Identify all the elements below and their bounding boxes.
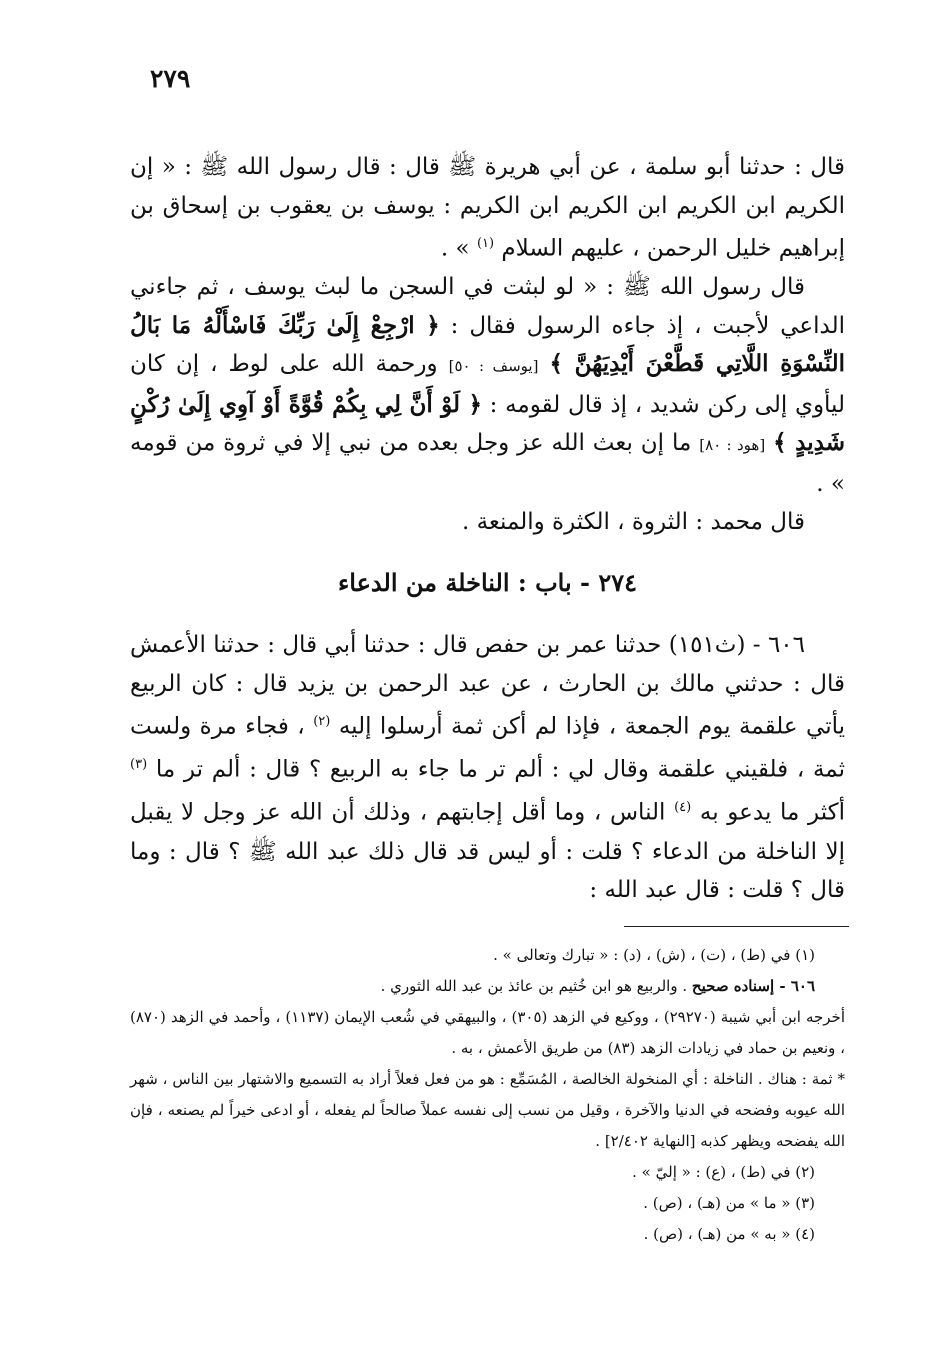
chapter-heading: ٢٧٤ - باب : الناخلة من الدعاء [337, 567, 637, 597]
footnote-606-grade: ٦٠٦ - إسناده صحيح [691, 977, 815, 995]
hadith-seg-1: ٦٠٦ - (ث١٥١) حدثنا عمر بن حفص قال : حدثنا أبي قال : حدثنا الأعمش قال : حدثني مالك بن الحارث ، عن عبد الرحمن بن يزيد قال : كان الربيع يأتي علقمة يوم الجمعة ، فإذا لم أكن ثمة أرسلوا إليه [130, 632, 846, 740]
citation-hud: [هود : ٨٠] [699, 436, 766, 455]
footnote-ref-2: (٢) [313, 714, 331, 730]
footnote-4: (٤) « به » من (هـ) ، (ص) . [643, 1225, 815, 1243]
footnote-divider [624, 926, 849, 927]
hadith-seg-4: الناس ، وما أقل إجابتهم ، وذلك أن الله عز وجل لا يقبل إلا الناخلة من الدعاء ؟ قلت : أو ليس قد قال ذلك عبد الله ﷺ ؟ قال : وما قال ؟ قلت : قال عبد الله : [130, 800, 845, 904]
paragraph-3: قال محمد : الثروة ، الكثرة والمنعة . [461, 509, 805, 536]
paragraph-2-part-1: قال رسول الله ﷺ : « لو لبثت في السجن ما لبث يوسف ، ثم جاءني الداعي لأجبت ، إذ جاءه الرسول فقال : [130, 274, 845, 339]
footnotes [130, 940, 845, 1250]
footnote-ref-3: (٣) [130, 757, 148, 773]
footnote-3: (٣) « ما » من (هـ) ، (ص) . [643, 1194, 815, 1212]
page-number: ٢٧٩ [150, 64, 191, 93]
quran-verse-yusuf: ﴿ ارْجِعْ إِلَىٰ رَبِّكَ فَاسْأَلْهُ مَا بَالُ النِّسْوَةِ اللَّاتِي قَطَّعْنَ أَيْدِيَهُنَّ ﴾ [130, 311, 846, 378]
footnote-2: (٢) في (ط) ، (ع) : « إليّ » . [632, 1163, 815, 1181]
hadith-606 [130, 626, 845, 909]
paragraph-2-part-3: ما إن بعث الله عز وجل بعده من نبي إلا في ثروة من قومه » . [130, 430, 845, 497]
paragraph-2-part-2: ورحمة الله على لوط ، إن كان ليأوي إلى ركن شديد ، إذ قال لقومه : [130, 351, 846, 418]
paragraph-2 [130, 268, 845, 503]
footnote-ref-4: (٤) [674, 800, 692, 816]
citation-yusuf: [يوسف : ٥٠] [448, 357, 539, 376]
footnote-1: (١) في (ط) ، (ت) ، (ش) ، (د) : « تبارك وتعالى » . [493, 946, 815, 964]
footnote-ref-1: (١) [476, 236, 495, 251]
footnote-takhrij: أخرجه ابن أبي شيبة (٢٩٢٧٠) ، ووكيع في الزهد (٣٠٥) ، والبيهقي في شُعب الإيمان (١١٣٧) ، وأحمد في الزهد (٨٧٠) ، ونعيم بن حماد في زيادات الزهد (٨٣) من طريق الأعمش ، به . [130, 1008, 845, 1057]
paragraph-1-end: » . [440, 235, 470, 262]
footnote-glossary: * ثمة : هناك . الناخلة : أي المنخولة الخالصة ، المُسَمِّع : هو من فعل فعلاً أراد به التسميع والاشتهار بين الناس ، شهر الله عيوبه وفضحه في الدنيا والآخرة ، وقيل من نسب إلى نفسه عملاً صالحاً لم يفعله ، أو ادعى خيراً لم يصنعه ، فإن الله يفضحه ويظهر كذبه [النهاية ٢/٤٠٢] . [130, 1070, 845, 1150]
hadith-seg-3: أكثر ما يدعو به [699, 800, 846, 827]
footnote-606-note: . والربيع هو ابن خُثيم بن عائذ بن عبد الله الثوري . [380, 977, 688, 995]
paragraph-1 [130, 148, 845, 268]
paragraph-1-text: قال : حدثنا أبو سلمة ، عن أبي هريرة ﷺ قال : قال رسول الله ﷺ : « إن الكريم ابن الكريم ابن الكريم ابن الكريم : يوسف بن يعقوب بن إسحاق بن إبراهيم خليل الرحمن ، عليهم السلام [130, 154, 845, 262]
quran-verse-hud: ﴿ لَوْ أَنَّ لِي بِكُمْ قُوَّةً أَوْ آوِي إِلَىٰ رُكْنٍ شَدِيدٍ ﴾ [130, 390, 845, 457]
main-text [130, 148, 845, 910]
hadith-seg-2: ، فجاء مرة ولست ثمة ، فلقيني علقمة وقال لي : ألم تر ما جاء به الربيع ؟ قال : ألم تر ما [130, 713, 846, 783]
footnote-606 [130, 971, 845, 1002]
